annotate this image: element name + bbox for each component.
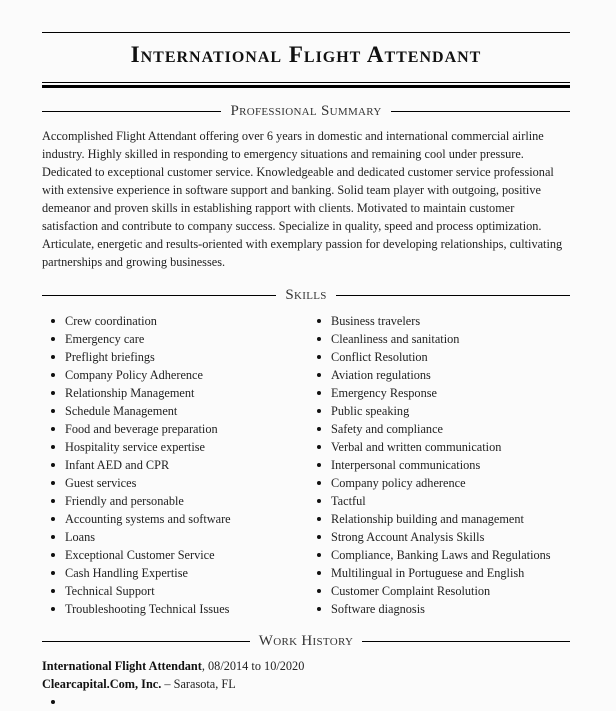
top-rule [42,32,570,33]
skill-item: Guest services [42,474,308,492]
skill-item: Loans [42,528,308,546]
bullet-icon [317,463,321,467]
bullet-icon [51,499,55,503]
bullet-icon [51,337,55,341]
bullet-icon [317,427,321,431]
skill-item: Multilingual in Portuguese and English [308,564,570,582]
skill-item: Food and beverage preparation [42,420,308,438]
skill-item: Schedule Management [42,402,308,420]
bullet-icon [51,445,55,449]
skill-item: Troubleshooting Technical Issues [42,600,308,618]
skill-item: Tactful [308,492,570,510]
bullet-icon [51,391,55,395]
company-name: Clearcapital.Com, Inc. [42,677,162,691]
company-line [42,675,236,693]
bullet-icon [317,445,321,449]
skill-item: Strong Account Analysis Skills [308,528,570,546]
bullet-icon [51,373,55,377]
job-duty-item-partial [42,693,570,711]
skills-column-left [42,312,308,618]
bullet-icon [51,517,55,521]
skill-item: Business travelers [308,312,570,330]
skill-item: Interpersonal communications [308,456,570,474]
divider-line [42,641,250,642]
bullet-icon [317,553,321,557]
skills-list [42,312,570,618]
skill-item: Verbal and written communication [308,438,570,456]
divider-line [336,295,570,296]
bullet-icon [51,319,55,323]
skill-item: Infant AED and CPR [42,456,308,474]
skill-item: Cleanliness and sanitation [308,330,570,348]
section-heading-label: Professional Summary [230,103,382,119]
bullet-icon [51,481,55,485]
bullet-icon [51,427,55,431]
bullet-icon [317,391,321,395]
skill-item: Technical Support [42,582,308,600]
bullet-icon [317,571,321,575]
bullet-icon [317,535,321,539]
skill-item: Emergency care [42,330,308,348]
skill-item: Relationship building and management [308,510,570,528]
bullet-icon [51,409,55,413]
company-location: – Sarasota, FL [161,677,236,691]
section-heading-label: Skills [285,287,327,303]
bullet-icon [51,463,55,467]
divider-line [362,641,570,642]
professional-summary-text: Accomplished Flight Attendant offering over 6 years in domestic and international commercial airline industry. Highly skilled in responding to emergency situations and remaining cool under pressure. Dedicated to exceptional customer service. Knowledgeable and dedicated customer service professional with extensive experience in software support and banking. Solid team player with outgoing, positive demeanor and proven skills in establishing rapport with clients. Motivated to maintain customer satisfaction and contribute to company success. Specialize in quality, speed and process optimization. Articulate, energetic and results-oriented with exemplary passion for developing relationships, cultivating partnerships and growing businesses. [42,129,563,269]
skill-item: Safety and compliance [308,420,570,438]
skill-item: Software diagnosis [308,600,570,618]
skill-item: Emergency Response [308,384,570,402]
title-rule-thick [42,85,570,88]
bullet-icon [51,589,55,593]
section-heading-label: Work History [258,633,354,649]
title-rule-thin [42,82,570,83]
section-heading-summary [42,101,570,121]
skill-item: Crew coordination [42,312,308,330]
skill-item: Accounting systems and software [42,510,308,528]
section-heading-work-history [42,631,570,651]
skill-item: Relationship Management [42,384,308,402]
job-dates: , 08/2014 to 10/2020 [201,659,305,673]
bullet-icon [317,337,321,341]
skill-item: Aviation regulations [308,366,570,384]
bullet-icon [51,700,55,704]
skill-item: Exceptional Customer Service [42,546,308,564]
skill-item: Conflict Resolution [308,348,570,366]
divider-line [391,111,570,112]
skill-item: Cash Handling Expertise [42,564,308,582]
bullet-icon [51,553,55,557]
bullet-icon [317,517,321,521]
bullet-icon [317,373,321,377]
skill-item: Friendly and personable [42,492,308,510]
bullet-icon [317,499,321,503]
bullet-icon [317,355,321,359]
bullet-icon [317,319,321,323]
bullet-icon [51,535,55,539]
bullet-icon [317,409,321,413]
divider-line [42,111,221,112]
job-title: International Flight Attendant [42,659,202,673]
skills-column-right [308,312,570,618]
bullet-icon [317,607,321,611]
bullet-icon [317,481,321,485]
bullet-icon [317,589,321,593]
bullet-icon [51,355,55,359]
resume-title: International Flight Attendant [130,42,482,67]
bullet-icon [51,607,55,611]
skill-item: Customer Complaint Resolution [308,582,570,600]
skill-item: Preflight briefings [42,348,308,366]
bullet-icon [51,571,55,575]
divider-line [42,295,276,296]
skill-item: Company Policy Adherence [42,366,308,384]
skill-item: Compliance, Banking Laws and Regulations [308,546,570,564]
skill-item: Public speaking [308,402,570,420]
section-heading-skills [42,285,570,305]
job-title-line [42,657,304,675]
skill-item: Company policy adherence [308,474,570,492]
skill-item: Hospitality service expertise [42,438,308,456]
